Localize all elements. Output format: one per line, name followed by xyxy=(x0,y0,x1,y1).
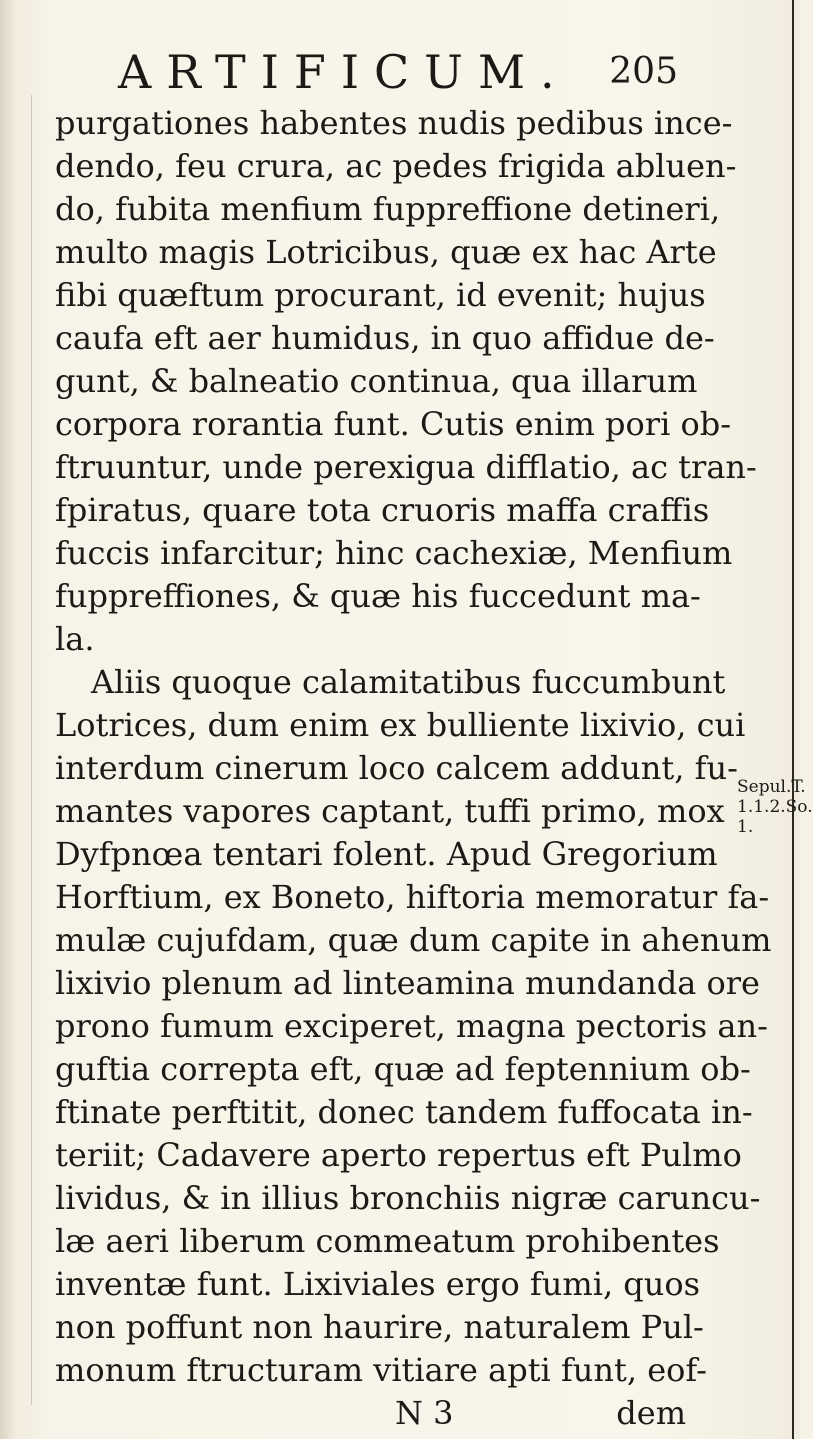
text-line: prono fumum exciperet, magna pectoris an- xyxy=(55,1007,768,1045)
right-page-border xyxy=(792,0,794,1439)
text-line: lividus, & in illius bronchiis nigræ caruncu- xyxy=(55,1179,761,1217)
text-line: lixivio plenum ad linteamina mundanda ore xyxy=(55,964,760,1002)
signature-catchword-line: N 3 dem xyxy=(395,1394,687,1432)
text-line: monum ftructuram vitiare apti funt, eof- xyxy=(55,1351,707,1389)
text-line: fuccis infarcitur; hinc cachexiæ, Menfium xyxy=(55,534,733,572)
text-line: Lotrices, dum enim ex bulliente lixivio, cui xyxy=(55,706,746,744)
text-line: gunt, & balneatio continua, qua illarum xyxy=(55,362,698,400)
text-line: fuppreffiones, & quæ his fuccedunt ma- xyxy=(55,577,701,615)
text-line: purgationes habentes nudis pedibus ince- xyxy=(55,104,733,142)
marginal-citation-line: 1.1.2.So. xyxy=(737,797,813,817)
text-line: mantes vapores captant, tuffi primo, mox xyxy=(55,792,725,830)
text-line: multo magis Lotricibus, quæ ex hac Arte xyxy=(55,233,717,271)
text-line: do, fubita menfium fuppreffione detineri, xyxy=(55,190,721,228)
text-line: interdum cinerum loco calcem addunt, fu- xyxy=(55,749,738,787)
text-line: dendo, feu crura, ac pedes frigida abluen- xyxy=(55,147,737,185)
marginal-citation-line: Sepul.T. xyxy=(737,777,806,797)
text-line: guftia correpta eft, quæ ad feptennium ob- xyxy=(55,1050,751,1088)
marginal-citation xyxy=(737,777,813,837)
page-number: 205 xyxy=(609,51,678,92)
text-line: teriit; Cadavere aperto repertus eft Pulmo xyxy=(55,1136,742,1174)
text-line: ftinate perftitit, donec tandem fuffocata in- xyxy=(55,1093,753,1131)
text-line: Dyfpnœa tentari folent. Apud Gregorium xyxy=(55,835,718,873)
text-line: la. xyxy=(55,620,95,658)
text-line: inventæ funt. Lixiviales ergo fumi, quos xyxy=(55,1265,701,1303)
running-title: ARTIFICUM. xyxy=(118,45,570,99)
text-line: læ aeri liberum commeatum prohibentes xyxy=(55,1222,720,1260)
text-line: caufa eft aer humidus, in quo affidue de- xyxy=(55,319,715,357)
text-line: corpora rorantia funt. Cutis enim pori ob- xyxy=(55,405,732,443)
marginal-citation-line: 1. xyxy=(737,817,754,837)
spine-shadow xyxy=(0,0,16,1439)
text-line: Horftium, ex Boneto, hiftoria memoratur fa- xyxy=(55,878,770,916)
left-margin-rule xyxy=(31,95,32,1405)
text-line: fibi quæftum procurant, id evenit; hujus xyxy=(55,276,706,314)
page-header xyxy=(118,42,678,102)
text-line: fpiratus, quare tota cruoris maffa craffis xyxy=(55,491,710,529)
text-line: non poffunt non haurire, naturalem Pul- xyxy=(55,1308,704,1346)
text-line: ftruuntur, unde perexigua difflatio, ac tran- xyxy=(55,448,757,486)
text-line: mulæ cujufdam, quæ dum capite in ahenum xyxy=(55,921,772,959)
paragraph-start-line: Aliis quoque calamitatibus fuccumbunt xyxy=(91,663,726,701)
